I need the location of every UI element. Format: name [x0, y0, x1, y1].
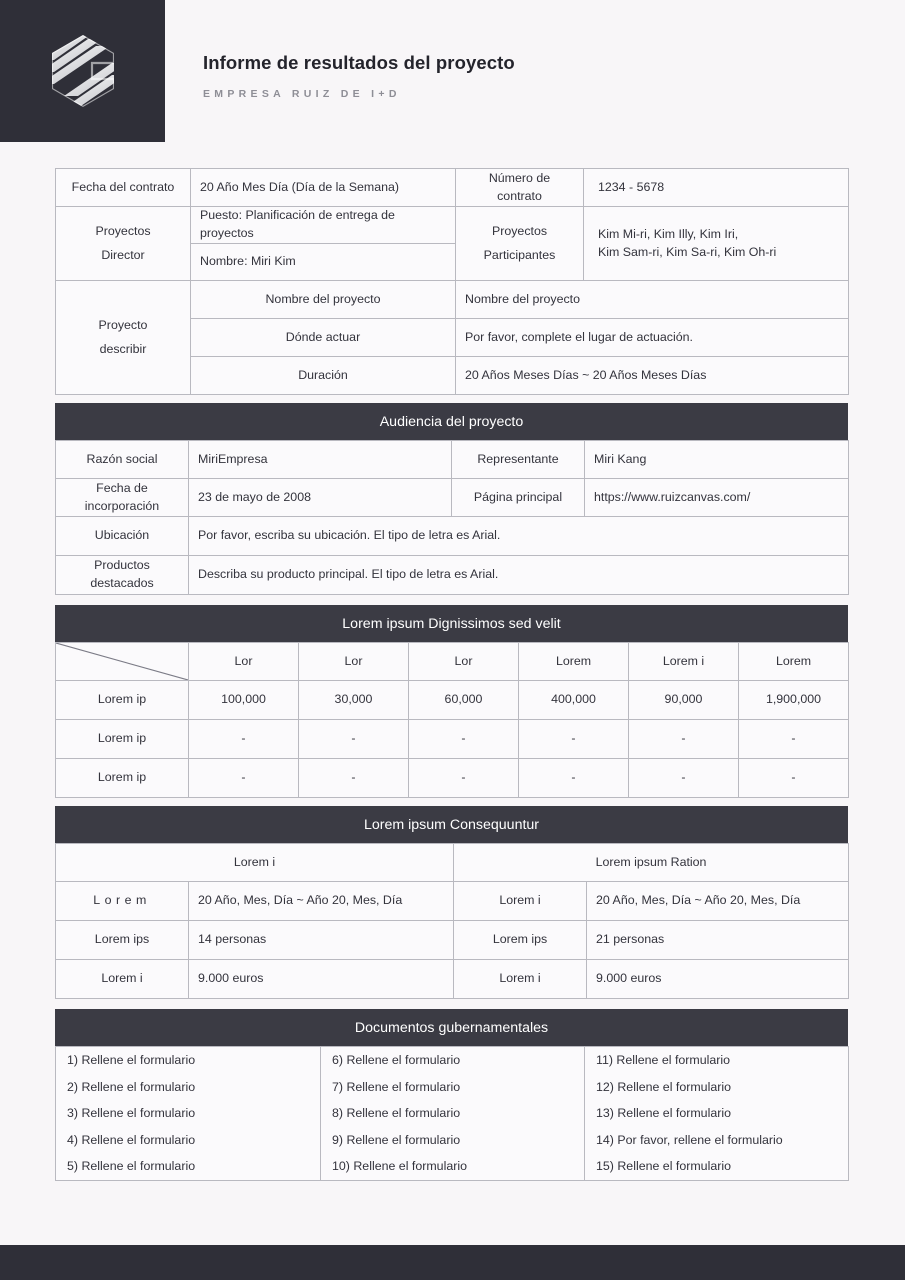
documents-column-3 [585, 1047, 849, 1181]
value-products[interactable]: Describa su producto principal. El tipo de letra es Arial. [189, 556, 849, 595]
right-row-label: Lorem i [454, 882, 587, 921]
value-project-name[interactable]: Nombre del proyecto [456, 281, 849, 319]
documents-column-1 [56, 1047, 321, 1181]
left-row-label: Lorem [56, 882, 189, 921]
data-cell: - [189, 720, 299, 759]
dignissimos-banner: Lorem ipsum Dignissimos sed velit [55, 605, 848, 642]
left-row-label: Lorem ips [56, 921, 189, 960]
label-where-to-act: Dónde actuar [191, 319, 456, 357]
page-header [0, 0, 905, 142]
table-row [56, 882, 849, 921]
contract-table [55, 168, 849, 395]
right-row-label: Lorem ips [454, 921, 587, 960]
audience-table [55, 440, 849, 595]
label-participants-line2: Participantes [483, 247, 556, 262]
label-contract-date: Fecha del contrato [56, 169, 191, 207]
table-row [56, 479, 849, 517]
list-item[interactable]: 9) Rellene el formulario [332, 1132, 461, 1147]
header-title-group [203, 52, 515, 100]
value-participants-line2: Kim Sam-ri, Kim Sa-ri, Kim Oh-ri [598, 244, 777, 259]
logo-block [0, 0, 165, 142]
label-contract-number: Número de contrato [456, 169, 584, 207]
label-describe-line1: Proyecto [98, 317, 148, 332]
label-duration: Duración [191, 357, 456, 395]
left-row-label: Lorem i [56, 960, 189, 999]
label-representative: Representante [452, 441, 585, 479]
value-participants[interactable] [584, 207, 849, 281]
data-cell: 1,900,000 [739, 681, 849, 720]
col-header: Lorem [519, 643, 629, 681]
data-cell: - [519, 720, 629, 759]
table-row [56, 960, 849, 999]
page-footer-bar [0, 1245, 905, 1280]
contract-table-wrap [55, 168, 848, 395]
label-homepage: Página principal [452, 479, 585, 517]
row-header: Lorem ip [56, 759, 189, 798]
diagonal-line-icon [56, 643, 188, 680]
consequuntur-banner: Lorem ipsum Consequuntur [55, 806, 848, 843]
list-item[interactable]: 3) Rellene el formulario [67, 1106, 196, 1121]
data-cell: - [739, 720, 849, 759]
col-header: Lor [409, 643, 519, 681]
list-item[interactable]: 7) Rellene el formulario [332, 1079, 461, 1094]
table-row [56, 169, 849, 207]
data-cell: - [629, 720, 739, 759]
label-products: Productos destacados [56, 556, 189, 595]
right-row-label: Lorem i [454, 960, 587, 999]
documents-table-wrap [55, 1009, 848, 1181]
hexagon-stripes-logo-icon [50, 34, 116, 108]
label-describe-line2: describir [99, 341, 147, 356]
list-item[interactable]: 8) Rellene el formulario [332, 1106, 461, 1121]
data-cell: 90,000 [629, 681, 739, 720]
value-representative[interactable]: Miri Kang [585, 441, 849, 479]
list-item[interactable]: 6) Rellene el formulario [332, 1053, 461, 1067]
value-company-name[interactable]: MiriEmpresa [189, 441, 452, 479]
table-header-row [56, 844, 849, 882]
label-project-describe [56, 281, 191, 395]
value-contract-date[interactable]: 20 Año Mes Día (Día de la Semana) [191, 169, 456, 207]
value-participants-line1: Kim Mi-ri, Kim Illy, Kim Iri, [598, 226, 739, 241]
list-item[interactable]: 12) Rellene el formulario [596, 1079, 731, 1094]
value-director-position[interactable]: Puesto: Planificación de entrega de proyectos [191, 207, 456, 244]
data-cell: - [299, 759, 409, 798]
table-row [56, 1047, 849, 1181]
label-project-director [56, 207, 191, 281]
label-location: Ubicación [56, 517, 189, 556]
dignissimos-table [55, 642, 849, 798]
label-director-line2: Director [101, 247, 145, 262]
data-cell: - [189, 759, 299, 798]
value-contract-number[interactable]: 1234 - 5678 [584, 169, 849, 207]
list-item[interactable]: 10) Rellene el formulario [332, 1159, 467, 1174]
right-group-header: Lorem ipsum Ration [454, 844, 849, 882]
row-header: Lorem ip [56, 720, 189, 759]
data-cell: - [739, 759, 849, 798]
table-row [56, 759, 849, 798]
list-item[interactable]: 1) Rellene el formulario [67, 1053, 196, 1067]
left-row-value[interactable]: 14 personas [189, 921, 454, 960]
value-location[interactable]: Por favor, escriba su ubicación. El tipo de letra es Arial. [189, 517, 849, 556]
data-cell: 100,000 [189, 681, 299, 720]
label-participants-line1: Proyectos [491, 223, 548, 238]
list-item[interactable]: 2) Rellene el formulario [67, 1079, 196, 1094]
right-row-value[interactable]: 20 Año, Mes, Día ~ Año 20, Mes, Día [587, 882, 849, 921]
table-row [56, 921, 849, 960]
value-director-name[interactable]: Nombre: Miri Kim [191, 244, 456, 281]
table-row [56, 556, 849, 595]
label-founded-date: Fecha de incorporación [56, 479, 189, 517]
list-item[interactable]: 5) Rellene el formulario [67, 1159, 196, 1174]
diagonal-corner-cell [56, 643, 189, 681]
value-where-to-act[interactable]: Por favor, complete el lugar de actuación. [456, 319, 849, 357]
table-row [56, 281, 849, 319]
label-project-name: Nombre del proyecto [191, 281, 456, 319]
data-cell: 60,000 [409, 681, 519, 720]
col-header: Lorem [739, 643, 849, 681]
table-row [56, 207, 849, 244]
table-header-row [56, 643, 849, 681]
documents-table [55, 1046, 849, 1181]
data-cell: - [409, 720, 519, 759]
consequuntur-table-wrap [55, 806, 848, 999]
audience-table-wrap [55, 403, 848, 595]
left-group-header: Lorem i [56, 844, 454, 882]
documents-column-2 [321, 1047, 585, 1181]
col-header: Lor [189, 643, 299, 681]
list-item[interactable]: 4) Rellene el formulario [67, 1132, 196, 1147]
list-item[interactable]: 13) Rellene el formulario [596, 1106, 731, 1121]
list-item[interactable]: 14) Por favor, rellene el formulario [596, 1132, 783, 1147]
company-subtitle: EMPRESA RUIZ DE I+D [203, 88, 401, 101]
data-cell: - [519, 759, 629, 798]
value-duration[interactable]: 20 Años Meses Días ~ 20 Años Meses Días [456, 357, 849, 395]
value-founded-date[interactable]: 23 de mayo de 2008 [189, 479, 452, 517]
dignissimos-table-wrap [55, 605, 848, 798]
col-header: Lorem i [629, 643, 739, 681]
data-cell: - [629, 759, 739, 798]
list-item[interactable]: 11) Rellene el formulario [596, 1053, 731, 1067]
row-header: Lorem ip [56, 681, 189, 720]
right-row-value[interactable]: 9.000 euros [587, 960, 849, 999]
left-row-value[interactable]: 20 Año, Mes, Día ~ Año 20, Mes, Día [189, 882, 454, 921]
table-row [56, 681, 849, 720]
value-homepage[interactable]: https://www.ruizcanvas.com/ [585, 479, 849, 517]
label-company-name: Razón social [56, 441, 189, 479]
label-project-participants [456, 207, 584, 281]
consequuntur-table [55, 843, 849, 999]
col-header: Lor [299, 643, 409, 681]
table-row [56, 441, 849, 479]
data-cell: 400,000 [519, 681, 629, 720]
right-row-value[interactable]: 21 personas [587, 921, 849, 960]
documents-banner: Documentos gubernamentales [55, 1009, 848, 1046]
table-row [56, 720, 849, 759]
list-item[interactable]: 15) Rellene el formulario [596, 1159, 731, 1174]
data-cell: - [299, 720, 409, 759]
data-cell: - [409, 759, 519, 798]
label-director-line1: Proyectos [95, 223, 151, 238]
data-cell: 30,000 [299, 681, 409, 720]
table-row [56, 517, 849, 556]
audience-banner: Audiencia del proyecto [55, 403, 848, 440]
left-row-value[interactable]: 9.000 euros [189, 960, 454, 999]
page-title: Informe de resultados del proyecto [203, 52, 515, 73]
